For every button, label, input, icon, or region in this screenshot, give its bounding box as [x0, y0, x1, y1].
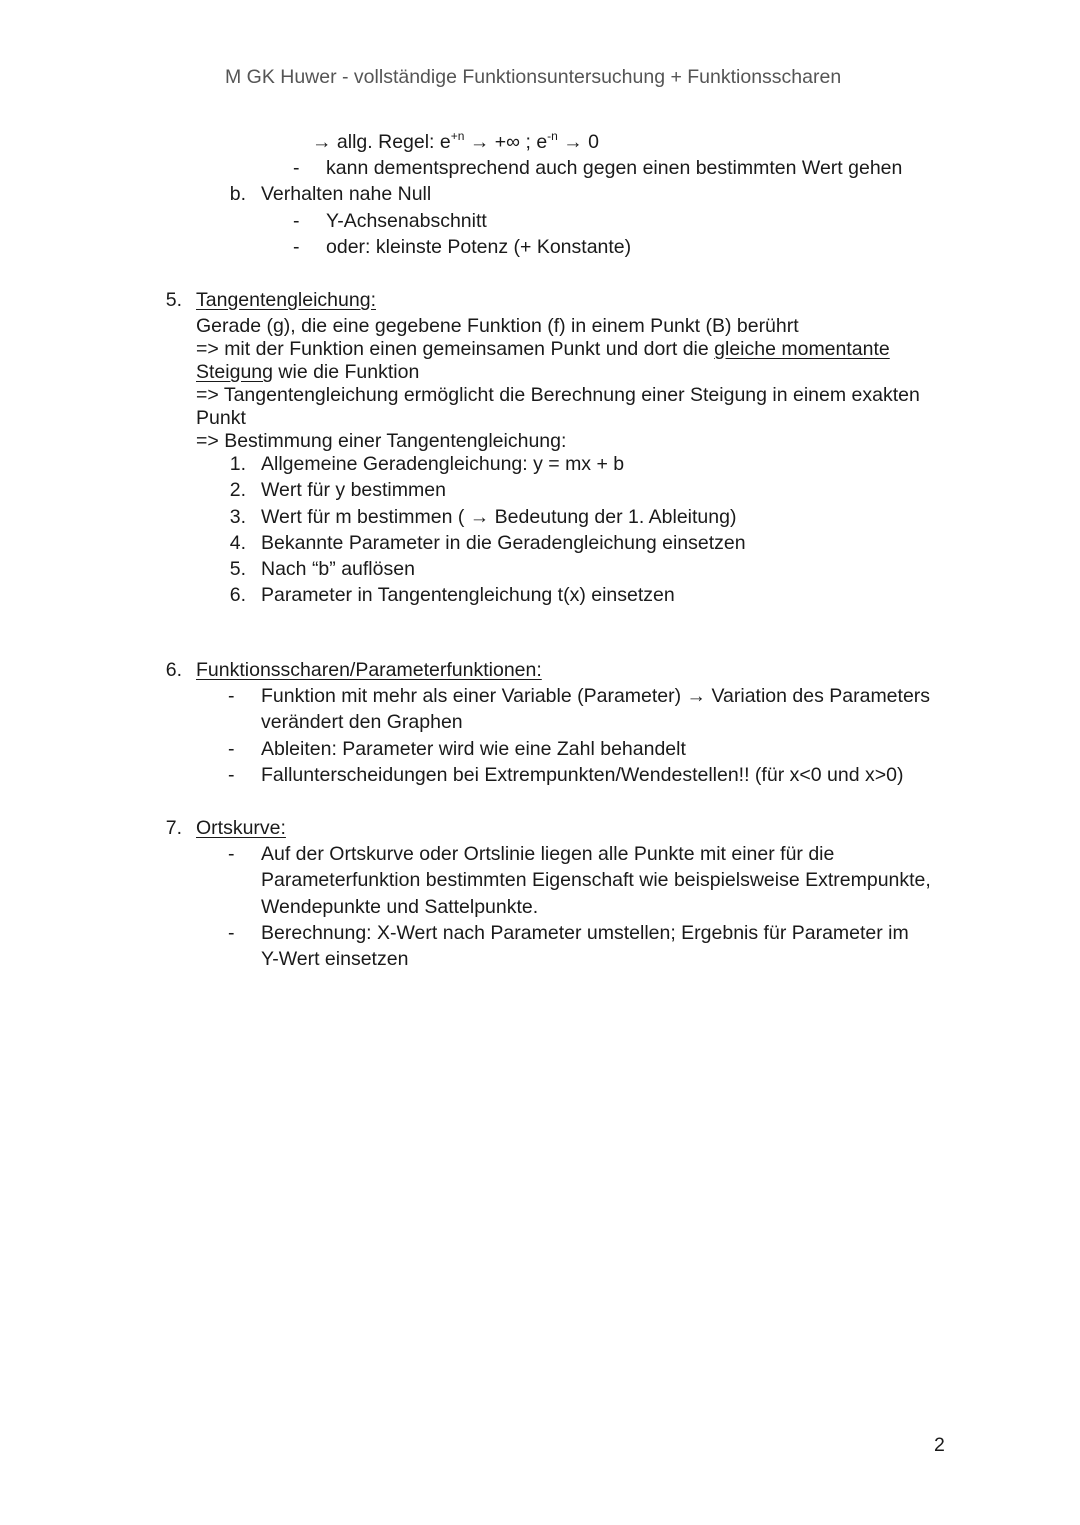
list-item: oder: kleinste Potenz (+ Konstante): [326, 236, 632, 258]
list-item-continuation: Y-Wert einsetzen: [261, 948, 409, 970]
bullet-dash: -: [293, 236, 300, 258]
bullet-dash: -: [228, 685, 235, 707]
step-number: 6.: [229, 584, 246, 606]
allg-regel-line: → allg. Regel: $e^{+n}$ → +∞ ; $e^{-n} \to 0$: [312, 129, 600, 153]
paragraph-line: => mit der Funktion einen gemeinsamen Punkt und dort die gleiche momentante: [196, 338, 890, 360]
list-item-continuation: Parameterfunktion bestimmten Eigenschaft wie beispielsweise Extrempunkte,: [261, 869, 931, 891]
wert-line: kann dementsprechend auch gegen einen bestimmten Wert gehen: [326, 157, 903, 179]
list-item: Funktion mit mehr als einer Variable (Parameter) → Variation des Parameters: [261, 685, 931, 707]
list-marker-b: b.: [229, 183, 246, 205]
list-item: Y-Achsenabschnitt: [326, 210, 487, 232]
step-number: 4.: [229, 532, 246, 554]
step-text: Allgemeine Geradengleichung: y = mx + b: [261, 453, 625, 475]
step-number: 5.: [229, 558, 246, 580]
paragraph-line: Steigung wie die Funktion: [196, 361, 420, 383]
step-number: 3.: [229, 506, 246, 528]
page-header: M GK Huwer - vollständige Funktionsuntersuchung + Funktionsscharen: [225, 66, 842, 88]
paragraph-line: => Tangentengleichung ermöglicht die Berechnung einer Steigung in einem exakten: [196, 384, 920, 406]
section-title-funktionsscharen: Funktionsscharen/Parameterfunktionen:: [196, 659, 542, 681]
b-title: Verhalten nahe Null: [261, 183, 432, 205]
list-item: Fallunterscheidungen bei Extrempunkten/Wendestellen!! (für x<0 und x>0): [261, 764, 904, 786]
step-text: Wert für y bestimmen: [261, 479, 446, 501]
step-text: Bekannte Parameter in die Geradengleichung einsetzen: [261, 532, 746, 554]
section-number: 5.: [165, 289, 182, 311]
section-title-ortskurve: Ortskurve:: [196, 817, 286, 839]
bullet-dash: -: [293, 157, 300, 179]
bullet-dash: -: [228, 738, 235, 760]
page-number: 2: [934, 1434, 945, 1456]
list-item: Berechnung: X-Wert nach Parameter umstellen; Ergebnis für Parameter im: [261, 922, 909, 944]
list-item: Ableiten: Parameter wird wie eine Zahl behandelt: [261, 738, 686, 760]
step-number: 1.: [229, 453, 246, 475]
bullet-dash: -: [228, 922, 235, 944]
section-number: 6.: [165, 659, 182, 681]
bullet-dash: -: [228, 843, 235, 865]
list-item: Auf der Ortskurve oder Ortslinie liegen alle Punkte mit einer für die: [261, 843, 835, 865]
paragraph-line: => Bestimmung einer Tangentengleichung:: [196, 430, 567, 452]
step-text: Nach “b” auflösen: [261, 558, 415, 580]
paragraph-line: Gerade (g), die eine gegebene Funktion (f) in einem Punkt (B) berührt: [196, 315, 799, 337]
list-item-continuation: Wendepunkte und Sattelpunkte.: [261, 896, 539, 918]
list-item-continuation: verändert den Graphen: [261, 711, 463, 733]
step-text: Parameter in Tangentengleichung t(x) einsetzen: [261, 584, 675, 606]
bullet-dash: -: [228, 764, 235, 786]
step-number: 2.: [229, 479, 246, 501]
section-number: 7.: [165, 817, 182, 839]
paragraph-line: Punkt: [196, 407, 246, 429]
bullet-dash: -: [293, 210, 300, 232]
step-text: Wert für m bestimmen ( → Bedeutung der 1. Ableitung): [261, 506, 737, 528]
section-title-tangentengleichung: Tangentengleichung:: [196, 289, 376, 311]
